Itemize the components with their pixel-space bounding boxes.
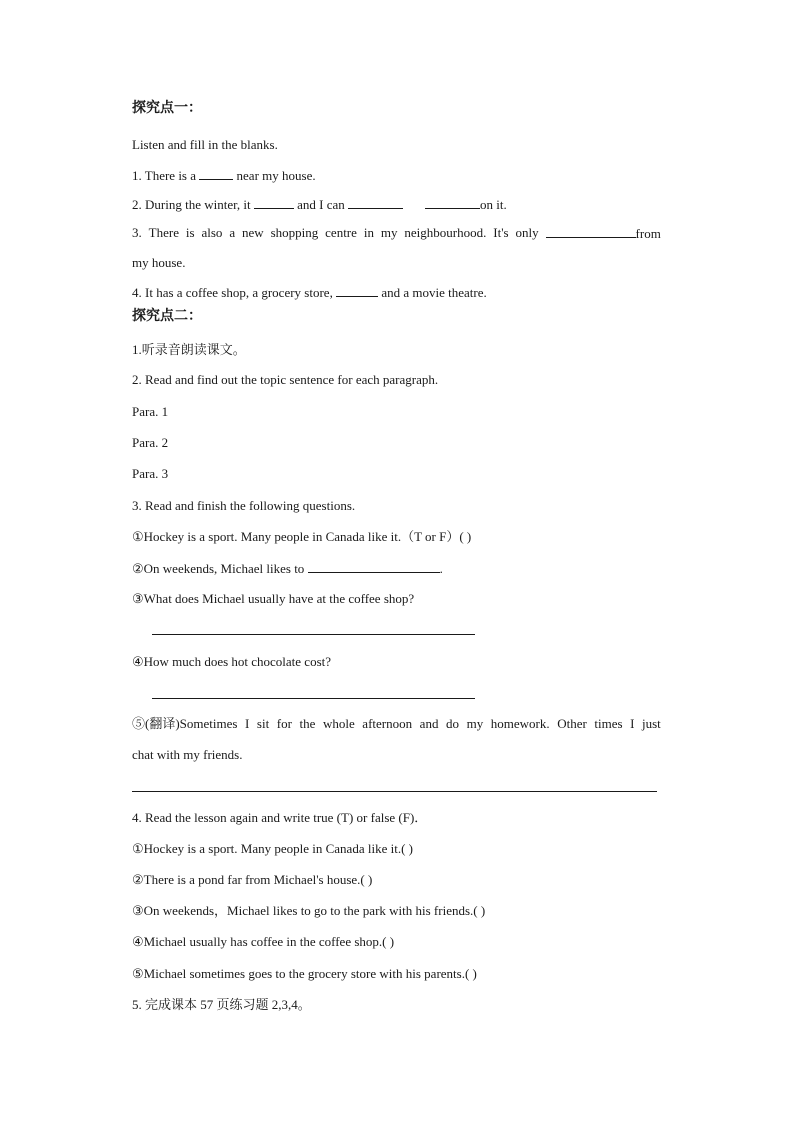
tf-item-3: ③On weekends，Michael likes to go to the park with his friends.( ) bbox=[132, 903, 486, 918]
q3-word: shopping bbox=[270, 225, 319, 240]
q3-word: centre bbox=[325, 225, 357, 240]
question-3-5-line2: chat with my friends. bbox=[132, 747, 243, 762]
q2-blank-2[interactable] bbox=[348, 196, 403, 209]
q3-5-word: for bbox=[276, 716, 292, 731]
tf-item-1: ①Hockey is a sport. Many people in Canada like it.( ) bbox=[132, 841, 413, 856]
q3-word: new bbox=[242, 225, 264, 240]
question-3-3: ③What does Michael usually have at the coffee shop? bbox=[132, 591, 415, 606]
fill-question-1 bbox=[132, 167, 316, 184]
fill-question-3 bbox=[132, 225, 661, 242]
question-3-4: ④How much does hot chocolate cost? bbox=[132, 654, 332, 669]
q3-after: from bbox=[635, 226, 661, 241]
q3-word: in bbox=[363, 225, 374, 240]
q3-5-word: homework. bbox=[490, 716, 550, 731]
q1-blank[interactable] bbox=[199, 167, 233, 180]
q3-5-word: ⑤(翻译)Sometimes bbox=[132, 716, 238, 731]
q3-5-word: just bbox=[642, 716, 661, 731]
q3-word: is bbox=[185, 225, 195, 240]
q2-mid: and I can bbox=[293, 197, 349, 212]
section2-item-1: 1.听录音朗读课文。 bbox=[132, 342, 246, 357]
answer-line-3-5[interactable] bbox=[132, 791, 657, 792]
q3-5-word: sit bbox=[256, 716, 270, 731]
q3-2-before: ②On weekends, Michael likes to bbox=[132, 561, 308, 576]
question-3-1: ①Hockey is a sport. Many people in Canada like it.（T or F）( ) bbox=[132, 529, 472, 544]
question-3-5 bbox=[132, 716, 661, 732]
q3-5-word: times bbox=[594, 716, 623, 731]
q3-5-word: whole bbox=[322, 716, 355, 731]
q3-word: my bbox=[380, 225, 398, 240]
question-3-2 bbox=[132, 560, 443, 577]
q3-5-word: I bbox=[630, 716, 635, 731]
section2-item-3: 3. Read and finish the following questions. bbox=[132, 498, 356, 513]
q2-blank-1[interactable] bbox=[254, 196, 294, 209]
q4-before: 4. It has a coffee shop, a grocery store, bbox=[132, 285, 337, 300]
q2-blank-3[interactable] bbox=[425, 196, 480, 209]
q1-before: 1. There is a bbox=[132, 168, 200, 183]
q3-5-word: Other bbox=[557, 716, 587, 731]
q3-5-word: afternoon bbox=[362, 716, 413, 731]
section1-heading: 探究点一： bbox=[132, 101, 202, 116]
q3-5-word: I bbox=[245, 716, 250, 731]
section2-item-5: 5. 完成课本 57 页练习题 2,3,4。 bbox=[132, 997, 311, 1012]
q3-5-word: do bbox=[446, 716, 460, 731]
q3-word: only bbox=[515, 225, 539, 240]
q3-2-blank[interactable] bbox=[308, 560, 440, 573]
q3-5-word: and bbox=[419, 716, 439, 731]
section1-instruction: Listen and fill in the blanks. bbox=[132, 137, 278, 152]
q3-word: There bbox=[148, 225, 179, 240]
fill-question-3-line2: my house. bbox=[132, 255, 186, 270]
section2-heading: 探究点二： bbox=[132, 309, 202, 324]
para-2-label: Para. 2 bbox=[132, 435, 169, 450]
q2-after: on it. bbox=[480, 197, 507, 212]
tf-item-4: ④Michael usually has coffee in the coffee shop.( ) bbox=[132, 934, 395, 949]
q3-5-word: my bbox=[466, 716, 484, 731]
q3-word: neighbourhood. bbox=[404, 225, 487, 240]
para-3-label: Para. 3 bbox=[132, 466, 169, 481]
fill-question-2 bbox=[132, 196, 507, 213]
section2-item-4: 4. Read the lesson again and write true (T) or false (F)． bbox=[132, 810, 428, 825]
q3-word: also bbox=[201, 225, 223, 240]
section2-item-2: 2. Read and find out the topic sentence for each paragraph. bbox=[132, 372, 439, 387]
q1-after: near my house. bbox=[233, 168, 316, 183]
para-1-label: Para. 1 bbox=[132, 404, 169, 419]
q2-before: 2. During the winter, it bbox=[132, 197, 254, 212]
q3-word: It's bbox=[493, 225, 509, 240]
answer-line-3-4[interactable] bbox=[152, 698, 475, 699]
q4-after: and a movie theatre. bbox=[378, 285, 487, 300]
q4-blank[interactable] bbox=[336, 284, 378, 297]
tf-item-2: ②There is a pond far from Michael's house.( ) bbox=[132, 872, 373, 887]
q3-blank[interactable] bbox=[546, 225, 636, 238]
fill-question-4 bbox=[132, 284, 487, 301]
q3-word: a bbox=[229, 225, 236, 240]
q3-word: 3. bbox=[132, 225, 142, 240]
tf-item-5: ⑤Michael sometimes goes to the grocery store with his parents.( ) bbox=[132, 966, 477, 981]
q3-2-after: . bbox=[439, 561, 443, 576]
q3-5-word: the bbox=[299, 716, 316, 731]
answer-line-3-3[interactable] bbox=[152, 634, 475, 635]
